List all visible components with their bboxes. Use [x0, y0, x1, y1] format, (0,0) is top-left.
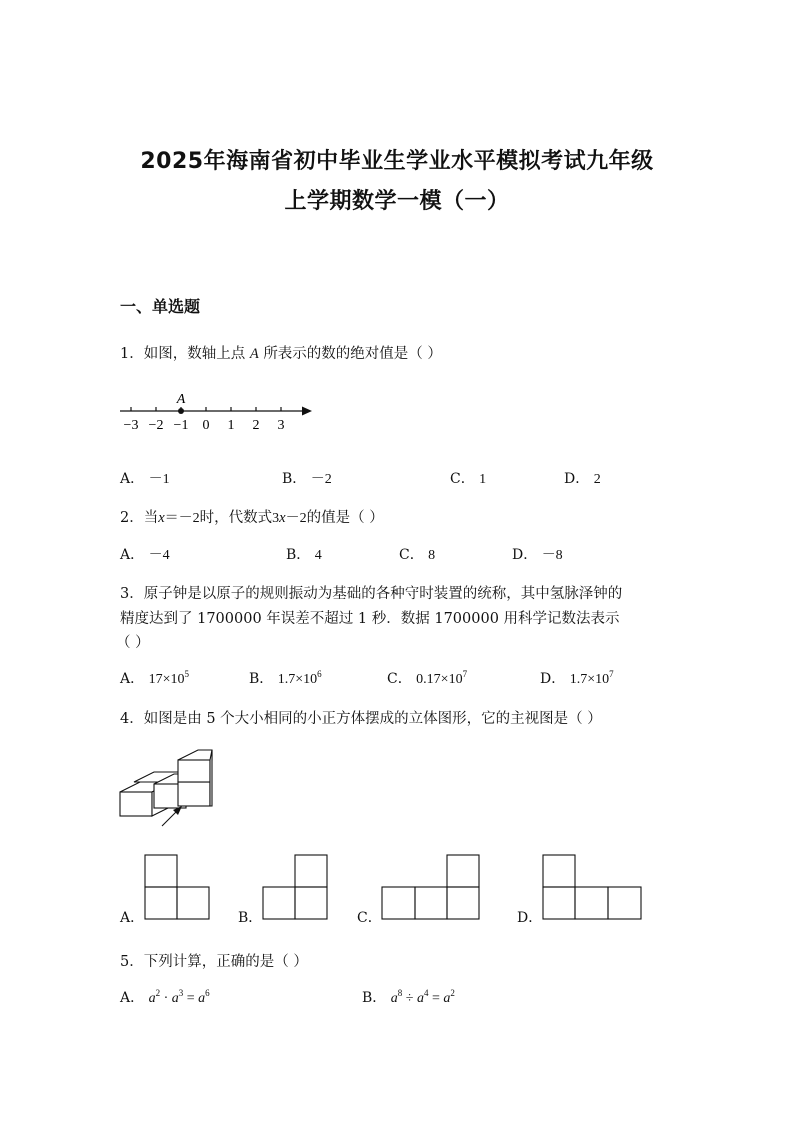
question-text: 如图，数轴上点 — [143, 346, 246, 362]
question-text-after: 所表示的数的绝对值是（ ） — [263, 346, 442, 362]
option-value — [390, 988, 455, 1006]
base: a — [416, 991, 424, 1006]
base: a — [390, 991, 398, 1006]
sci-base: 17×10 — [148, 672, 185, 687]
base: a — [148, 991, 156, 1006]
square — [447, 887, 479, 919]
question-number: 2． — [120, 510, 144, 526]
option-label: B． — [282, 471, 307, 487]
option-value — [148, 988, 210, 1006]
base: a — [171, 991, 179, 1006]
option-label: A． — [120, 471, 145, 487]
option-value: 4 — [314, 548, 322, 563]
base: a — [198, 991, 206, 1006]
question-number: 5． — [120, 954, 144, 970]
option-label: D． — [564, 471, 590, 487]
option-label: A． — [120, 547, 145, 563]
q2-expr-coef: 3 — [272, 511, 280, 526]
square — [543, 887, 575, 919]
q4-option-a-figure[interactable] — [145, 855, 209, 919]
page-title-line1: 2025年海南省初中毕业生学业水平模拟考试九年级 — [140, 149, 654, 174]
sci-base: 1.7×10 — [277, 672, 318, 687]
question-text: 如图是由 5 个大小相同的小正方体摆成的立体图形，它的主视图是（ ） — [143, 711, 602, 727]
option-label: B． — [286, 547, 311, 563]
option-label: C． — [387, 671, 412, 687]
q2-suffix: 的值是（ ） — [306, 510, 384, 526]
option-label: C． — [450, 471, 475, 487]
q2-mid: 时，代数式 — [199, 510, 273, 526]
square — [415, 887, 447, 919]
number-line-tick-label: 2 — [252, 418, 260, 433]
option-value: －4 — [148, 548, 170, 563]
exponent: 2 — [155, 988, 161, 998]
number-line-tick-label: 0 — [202, 418, 210, 433]
q2-var: x — [158, 510, 165, 526]
operator: ÷ — [402, 991, 417, 1006]
square — [263, 887, 295, 919]
question-3-line2: 精度达到了 1700000 年误差不超过 1 秒．数据 1700000 用科学记数法表示 — [120, 611, 620, 627]
equals: = — [428, 991, 444, 1006]
point-label: A — [249, 346, 259, 362]
square — [295, 855, 327, 887]
option-label: D． — [512, 547, 538, 563]
square — [295, 887, 327, 919]
equals: = — [183, 991, 199, 1006]
square — [543, 855, 575, 887]
q4-option-c-figure[interactable] — [382, 855, 479, 919]
sci-exponent: 5 — [184, 669, 189, 679]
base: a — [443, 991, 451, 1006]
sci-base: 1.7×10 — [569, 672, 610, 687]
option-label: B． — [362, 990, 387, 1006]
option-value: －8 — [541, 548, 563, 563]
square — [608, 887, 641, 919]
q4-option-b-label[interactable]: B． — [238, 910, 263, 926]
operator: · — [160, 991, 172, 1006]
q5-option-b[interactable] — [362, 987, 455, 1007]
page-title-line2: 上学期数学一模（一） — [284, 189, 510, 214]
option-value: －1 — [148, 472, 170, 487]
q2-expr-rest: －2 — [285, 511, 307, 526]
square — [575, 887, 608, 919]
square — [382, 887, 415, 919]
option-label: A． — [120, 671, 145, 687]
question-5 — [120, 950, 308, 971]
question-3-line3: （ ） — [116, 635, 150, 651]
square — [447, 855, 479, 887]
number-line-tick-label: −1 — [173, 418, 189, 433]
exponent: 4 — [423, 988, 429, 998]
exponent: 8 — [397, 988, 403, 998]
q4-option-c-label[interactable]: C． — [357, 910, 382, 926]
q4-option-d-label[interactable]: D． — [517, 910, 543, 926]
square — [177, 887, 209, 919]
number-line-tick-label: −3 — [123, 418, 139, 433]
q2-expr-var: x — [279, 510, 286, 526]
option-value: －2 — [310, 472, 332, 487]
q5-option-a[interactable] — [120, 987, 210, 1007]
sci-exponent: 7 — [462, 669, 468, 679]
option-label: B． — [249, 671, 274, 687]
q3-text-line1: 原子钟是以原子的规则振动为基础的各种守时装置的统称，其中氢脉泽钟的 — [143, 586, 623, 602]
exponent: 3 — [178, 988, 184, 998]
question-number: 1． — [120, 346, 144, 362]
question-number: 4． — [120, 711, 144, 727]
point-a-label: A — [176, 392, 186, 407]
square — [145, 887, 177, 919]
option-label: A． — [120, 990, 145, 1006]
q4-option-d-figure[interactable] — [543, 855, 641, 919]
question-text: 下列计算，正确的是（ ） — [143, 954, 308, 970]
q2-cond: ＝－2 — [164, 511, 200, 526]
sci-exponent: 7 — [609, 669, 614, 679]
exponent: 6 — [205, 988, 210, 998]
sci-base: 0.17×10 — [416, 672, 463, 687]
option-value: 1 — [479, 472, 487, 487]
q4-option-a-label[interactable]: A． — [120, 910, 145, 926]
number-line-tick-label: 1 — [227, 418, 235, 433]
q4-option-b-figure[interactable] — [263, 855, 327, 919]
number-line-tick-label: 3 — [277, 418, 285, 433]
square — [145, 855, 177, 887]
q2-prefix: 当 — [143, 510, 159, 526]
option-label: D． — [540, 671, 566, 687]
question-number: 3． — [120, 586, 144, 602]
number-line-tick-label: −2 — [148, 418, 164, 433]
option-label: C． — [399, 547, 424, 563]
option-value: 2 — [593, 472, 601, 487]
option-value: 8 — [428, 548, 436, 563]
exponent: 2 — [450, 988, 455, 998]
sci-exponent: 6 — [317, 669, 322, 679]
section-heading: 一、单选题 — [120, 297, 201, 316]
